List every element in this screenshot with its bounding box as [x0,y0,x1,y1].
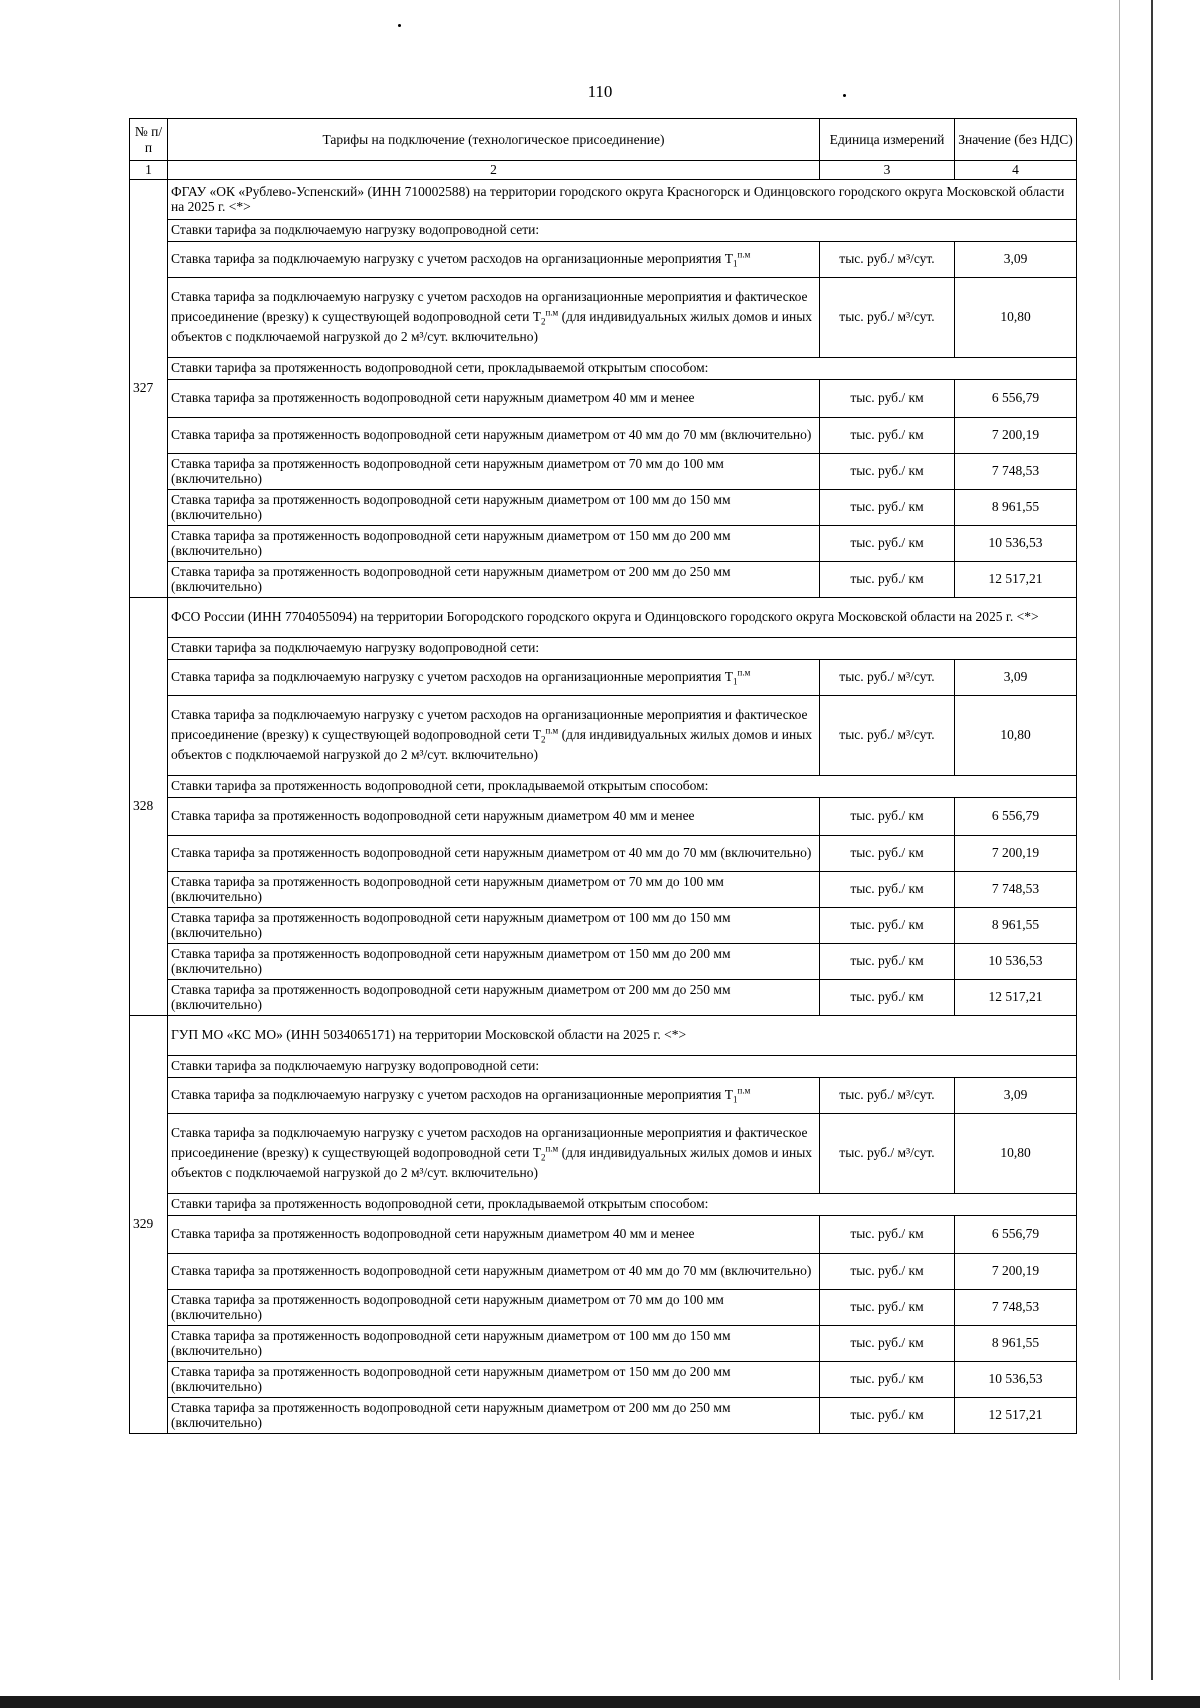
unit-cell: тыс. руб./ м³/сут. [820,659,955,695]
unit-cell: тыс. руб./ км [820,1289,955,1325]
tariff-t2-superscript: п.м [545,307,559,318]
unit-cell: тыс. руб./ м³/сут. [820,695,955,775]
unit-cell: тыс. руб./ км [820,1397,955,1433]
subheading-row [130,357,1077,379]
table-row [130,943,1077,979]
table-row [130,1215,1077,1253]
tariff-t1-text: Ставка тарифа за подключаемую нагрузку с учетом расходов на организационные мероприятия T [171,251,734,267]
unit-cell: тыс. руб./ км [820,489,955,525]
table-row [130,1361,1077,1397]
unit-cell: тыс. руб./ км [820,379,955,417]
tariff-t1-superscript: п.м [737,667,751,678]
table-row [130,1325,1077,1361]
value-cell: 6 556,79 [955,797,1077,835]
rate-description: Ставка тарифа за протяженность водопроводной сети наружным диаметром от 150 мм до 200 мм (включительно) [168,1361,820,1397]
page-number: 110 [587,82,613,101]
value-cell: 3,09 [955,659,1077,695]
value-cell: 6 556,79 [955,379,1077,417]
table-row [130,835,1077,871]
tariff-t1-description [168,241,820,277]
rate-description: Ставка тарифа за протяженность водопроводной сети наружным диаметром от 100 мм до 150 мм (включительно) [168,1325,820,1361]
tariff-t1-subscript: 1 [733,676,738,687]
rate-description: Ставка тарифа за протяженность водопроводной сети наружным диаметром от 70 мм до 100 мм (включительно) [168,453,820,489]
value-cell: 10 536,53 [955,1361,1077,1397]
table-row [130,659,1077,695]
table-row [130,797,1077,835]
value-cell: 7 748,53 [955,871,1077,907]
tariff-t1-subscript: 1 [733,1094,738,1105]
value-cell: 12 517,21 [955,979,1077,1015]
rate-description: Ставка тарифа за протяженность водопроводной сети наружным диаметром от 100 мм до 150 мм (включительно) [168,907,820,943]
tariff-t2-text-a: Ставка тарифа за подключаемую нагрузку с учетом расходов на организационные мероприятия и фактическое присоединение (врезку) к существующей водопроводной сети T [171,288,808,324]
rate-description: Ставка тарифа за протяженность водопроводной сети наружным диаметром от 150 мм до 200 мм (включительно) [168,943,820,979]
value-cell: 10,80 [955,1113,1077,1193]
tariff-t2-description [168,695,820,775]
rate-description: Ставка тарифа за протяженность водопроводной сети наружным диаметром 40 мм и менее [168,797,820,835]
unit-cell: тыс. руб./ км [820,1361,955,1397]
section-title-row [130,597,1077,637]
table-row [130,695,1077,775]
rate-description: Ставка тарифа за протяженность водопроводной сети наружным диаметром от 70 мм до 100 мм (включительно) [168,1289,820,1325]
subheading-row [130,775,1077,797]
value-cell: 10,80 [955,695,1077,775]
value-cell: 7 200,19 [955,1253,1077,1289]
rate-description: Ставка тарифа за протяженность водопроводной сети наружным диаметром 40 мм и менее [168,379,820,417]
tariff-t2-text-b: (для индивидуальных жилых домов и иных объектов с подключаемой нагрузкой до 2 м³/сут. включительно) [171,1144,813,1181]
table-row [130,453,1077,489]
rate-description: Ставка тарифа за протяженность водопроводной сети наружным диаметром от 100 мм до 150 мм (включительно) [168,489,820,525]
scan-edge-line-faint [1119,0,1120,1680]
header-unit: Единица измерений [820,119,955,161]
unit-cell: тыс. руб./ км [820,1215,955,1253]
subheading-row [130,219,1077,241]
table-row [130,1113,1077,1193]
tariff-t2-description [168,1113,820,1193]
column-index: 4 [955,161,1077,180]
rate-description: Ставка тарифа за протяженность водопроводной сети наружным диаметром 40 мм и менее [168,1215,820,1253]
rate-description: Ставка тарифа за протяженность водопроводной сети наружным диаметром от 150 мм до 200 мм (включительно) [168,525,820,561]
value-cell: 3,09 [955,1077,1077,1113]
table-header-row [130,119,1077,161]
header-number: № п/п [130,119,168,161]
tariff-t2-superscript: п.м [545,725,559,736]
scan-bottom-edge [0,1696,1200,1708]
table-row [130,489,1077,525]
subheading-row [130,1193,1077,1215]
section-number: 328 [130,597,168,1015]
value-cell: 8 961,55 [955,1325,1077,1361]
table-row [130,241,1077,277]
header-tariff-name: Тарифы на подключение (технологическое присоединение) [168,119,820,161]
unit-cell: тыс. руб./ км [820,453,955,489]
tariff-table [129,118,1077,1434]
value-cell: 12 517,21 [955,561,1077,597]
tariff-t1-superscript: п.м [737,249,751,260]
value-cell: 7 200,19 [955,417,1077,453]
tariff-t1-superscript: п.м [737,1085,751,1096]
length-rates-heading: Ставки тарифа за протяженность водопроводной сети, прокладываемой открытым способом: [168,1193,1077,1215]
unit-cell: тыс. руб./ км [820,907,955,943]
rate-description: Ставка тарифа за протяженность водопроводной сети наружным диаметром от 200 мм до 250 мм (включительно) [168,1397,820,1433]
section-title: ФСО России (ИНН 7704055094) на территории Богородского городского округа и Одинцовского городского округа Московской области на 2025 г. <*> [168,597,1077,637]
table-row [130,1077,1077,1113]
column-index-row [130,161,1077,180]
length-rates-heading: Ставки тарифа за протяженность водопроводной сети, прокладываемой открытым способом: [168,357,1077,379]
table-row [130,525,1077,561]
unit-cell: тыс. руб./ км [820,1253,955,1289]
unit-cell: тыс. руб./ км [820,979,955,1015]
value-cell: 7 748,53 [955,453,1077,489]
load-rates-heading: Ставки тарифа за подключаемую нагрузку водопроводной сети: [168,219,1077,241]
value-cell: 8 961,55 [955,907,1077,943]
header-value: Значение (без НДС) [955,119,1077,161]
table-row [130,379,1077,417]
rate-description: Ставка тарифа за протяженность водопроводной сети наружным диаметром от 40 мм до 70 мм (включительно) [168,835,820,871]
tariff-t1-subscript: 1 [733,258,738,269]
unit-cell: тыс. руб./ м³/сут. [820,277,955,357]
scan-speck [398,24,401,27]
rate-description: Ставка тарифа за протяженность водопроводной сети наружным диаметром от 40 мм до 70 мм (включительно) [168,1253,820,1289]
table-row [130,417,1077,453]
column-index: 1 [130,161,168,180]
subheading-row [130,1055,1077,1077]
column-index: 2 [168,161,820,180]
tariff-t1-description [168,1077,820,1113]
tariff-t2-description [168,277,820,357]
value-cell: 8 961,55 [955,489,1077,525]
section-title: ГУП МО «КС МО» (ИНН 5034065171) на территории Московской области на 2025 г. <*> [168,1015,1077,1055]
table-row [130,1253,1077,1289]
rate-description: Ставка тарифа за протяженность водопроводной сети наружным диаметром от 70 мм до 100 мм (включительно) [168,871,820,907]
section-number: 327 [130,179,168,597]
tariff-t2-text-a: Ставка тарифа за подключаемую нагрузку с учетом расходов на организационные мероприятия и фактическое присоединение (врезку) к существующей водопроводной сети T [171,706,808,742]
unit-cell: тыс. руб./ км [820,417,955,453]
subheading-row [130,637,1077,659]
tariff-t2-text-a: Ставка тарифа за подключаемую нагрузку с учетом расходов на организационные мероприятия и фактическое присоединение (врезку) к существующей водопроводной сети T [171,1124,808,1160]
table-row [130,907,1077,943]
unit-cell: тыс. руб./ км [820,835,955,871]
load-rates-heading: Ставки тарифа за подключаемую нагрузку водопроводной сети: [168,1055,1077,1077]
section-title-row [130,179,1077,219]
unit-cell: тыс. руб./ м³/сут. [820,1077,955,1113]
rate-description: Ставка тарифа за протяженность водопроводной сети наружным диаметром от 40 мм до 70 мм (включительно) [168,417,820,453]
value-cell: 7 200,19 [955,835,1077,871]
value-cell: 10 536,53 [955,943,1077,979]
unit-cell: тыс. руб./ км [820,943,955,979]
tariff-t2-subscript: 2 [540,1152,546,1163]
unit-cell: тыс. руб./ м³/сут. [820,1113,955,1193]
tariff-t2-subscript: 2 [540,734,546,745]
table-row [130,871,1077,907]
scan-edge-line [1151,0,1153,1680]
table-row [130,561,1077,597]
table-row [130,979,1077,1015]
section-number: 329 [130,1015,168,1433]
section-title: ФГАУ «ОК «Рублево-Успенский» (ИНН 710002588) на территории городского округа Красногорск и Одинцовского городского округа Московской области на 2025 г. <*> [168,179,1077,219]
unit-cell: тыс. руб./ км [820,525,955,561]
value-cell: 3,09 [955,241,1077,277]
length-rates-heading: Ставки тарифа за протяженность водопроводной сети, прокладываемой открытым способом: [168,775,1077,797]
tariff-t1-description [168,659,820,695]
tariff-t2-subscript: 2 [540,316,546,327]
value-cell: 6 556,79 [955,1215,1077,1253]
unit-cell: тыс. руб./ км [820,561,955,597]
unit-cell: тыс. руб./ км [820,1325,955,1361]
tariff-t2-superscript: п.м [545,1143,559,1154]
load-rates-heading: Ставки тарифа за подключаемую нагрузку водопроводной сети: [168,637,1077,659]
value-cell: 7 748,53 [955,1289,1077,1325]
rate-description: Ставка тарифа за протяженность водопроводной сети наружным диаметром от 200 мм до 250 мм (включительно) [168,979,820,1015]
tariff-t2-text-b: (для индивидуальных жилых домов и иных объектов с подключаемой нагрузкой до 2 м³/сут. включительно) [171,726,813,763]
unit-cell: тыс. руб./ м³/сут. [820,241,955,277]
value-cell: 10,80 [955,277,1077,357]
value-cell: 12 517,21 [955,1397,1077,1433]
rate-description: Ставка тарифа за протяженность водопроводной сети наружным диаметром от 200 мм до 250 мм (включительно) [168,561,820,597]
table-row [130,277,1077,357]
table-row [130,1289,1077,1325]
table-body [130,179,1077,1433]
tariff-t1-text: Ставка тарифа за подключаемую нагрузку с учетом расходов на организационные мероприятия T [171,669,734,685]
section-title-row [130,1015,1077,1055]
value-cell: 10 536,53 [955,525,1077,561]
unit-cell: тыс. руб./ км [820,797,955,835]
tariff-t2-text-b: (для индивидуальных жилых домов и иных объектов с подключаемой нагрузкой до 2 м³/сут. включительно) [171,308,813,345]
table-row [130,1397,1077,1433]
column-index: 3 [820,161,955,180]
unit-cell: тыс. руб./ км [820,871,955,907]
tariff-t1-text: Ставка тарифа за подключаемую нагрузку с учетом расходов на организационные мероприятия T [171,1087,734,1103]
